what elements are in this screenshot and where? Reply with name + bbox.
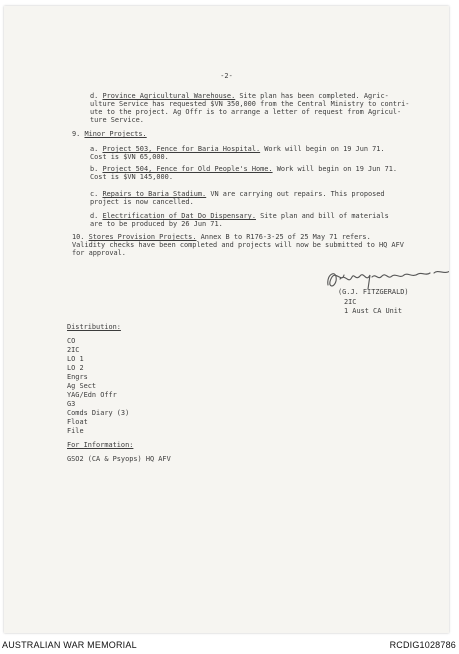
page-number: -2- xyxy=(220,72,233,80)
item-number: b. xyxy=(90,165,99,173)
signatory-name: (G.J. FITZGERALD) xyxy=(338,288,409,296)
item-text: Site plan has been completed. Agric- xyxy=(239,92,389,100)
section-number: 10. xyxy=(72,233,85,241)
item-number: d. xyxy=(90,212,99,220)
item-d-warehouse-line-4: ture Service. xyxy=(90,116,144,124)
item-text: Work will begin on 19 Jun 71. xyxy=(276,165,398,173)
distribution-item: LO 1 xyxy=(67,355,84,363)
archive-credit: AUSTRALIAN WAR MEMORIAL xyxy=(2,640,137,650)
signatory-rank: 2IC xyxy=(344,298,357,306)
item-number: d. xyxy=(90,92,99,100)
distribution-item: LO 2 xyxy=(67,364,84,372)
distribution-item: File xyxy=(67,427,84,435)
item-title: Project 503, Fence for Baria Hospital. xyxy=(102,145,261,153)
item-b-line-2: Cost is $VN 145,000. xyxy=(90,173,173,181)
item-d-dispensary-line-1 xyxy=(90,212,389,220)
section-10-line-2: Validity checks have been completed and projects will now be submitted to HQ AFV xyxy=(72,241,404,249)
item-b-line-1 xyxy=(90,165,397,173)
section-9-heading xyxy=(72,130,147,138)
item-title: Project 504, Fence for Old People's Home. xyxy=(102,165,273,173)
item-d-dispensary-line-2: are to be produced by 26 Jun 71. xyxy=(90,220,223,228)
section-number: 9. xyxy=(72,130,81,138)
item-a-line-2: Cost is $VN 65,000. xyxy=(90,153,169,161)
for-information-item: GSO2 (CA & Psyops) HQ AFV xyxy=(67,455,171,463)
section-title: Minor Projects. xyxy=(84,130,147,138)
document-page xyxy=(4,6,449,633)
item-number: a. xyxy=(90,145,99,153)
item-text: Work will begin on 19 Jun 71. xyxy=(264,145,385,153)
distribution-item: 2IC xyxy=(67,346,80,354)
item-title: Province Agricultural Warehouse. xyxy=(102,92,236,100)
for-information-heading: For Information: xyxy=(67,441,134,449)
item-number: c. xyxy=(90,190,99,198)
item-title: Electrification of Dat Do Dispensary. xyxy=(102,212,256,220)
signatory-unit: 1 Aust CA Unit xyxy=(344,307,403,315)
section-text: Annex B to R176-3-25 of 25 May 71 refers. xyxy=(200,233,371,241)
distribution-heading: Distribution: xyxy=(67,323,121,331)
section-title: Stores Provision Projects. xyxy=(88,233,197,241)
section-10-line-3: for approval. xyxy=(72,249,126,257)
distribution-item: G3 xyxy=(67,400,76,408)
item-a-line-1 xyxy=(90,145,385,153)
distribution-item: Ag Sect xyxy=(67,382,97,390)
distribution-item: Engrs xyxy=(67,373,88,381)
record-id: RCDIG1028786 xyxy=(389,640,456,650)
item-c-line-2: project is now cancelled. xyxy=(90,198,194,206)
section-10-line-1 xyxy=(72,233,371,241)
item-d-warehouse-line-2: ulture Service has requested $VN 350,000 from the Central Ministry to contri- xyxy=(90,100,410,108)
item-d-warehouse-line-3: ute to the project. Ag Offr is to arrange a letter of request from Agricul- xyxy=(90,108,402,116)
distribution-item: Float xyxy=(67,418,88,426)
distribution-item: YAG/Edn Offr xyxy=(67,391,117,399)
item-title: Repairs to Baria Stadium. xyxy=(102,190,207,198)
item-text: Site plan and bill of materials xyxy=(260,212,389,220)
item-c-line-1 xyxy=(90,190,385,198)
item-text: VN are carrying out repairs. This proposed xyxy=(210,190,385,198)
distribution-item: CO xyxy=(67,337,76,345)
item-d-warehouse-line-1 xyxy=(90,92,389,100)
distribution-item: Comds Diary (3) xyxy=(67,409,130,417)
